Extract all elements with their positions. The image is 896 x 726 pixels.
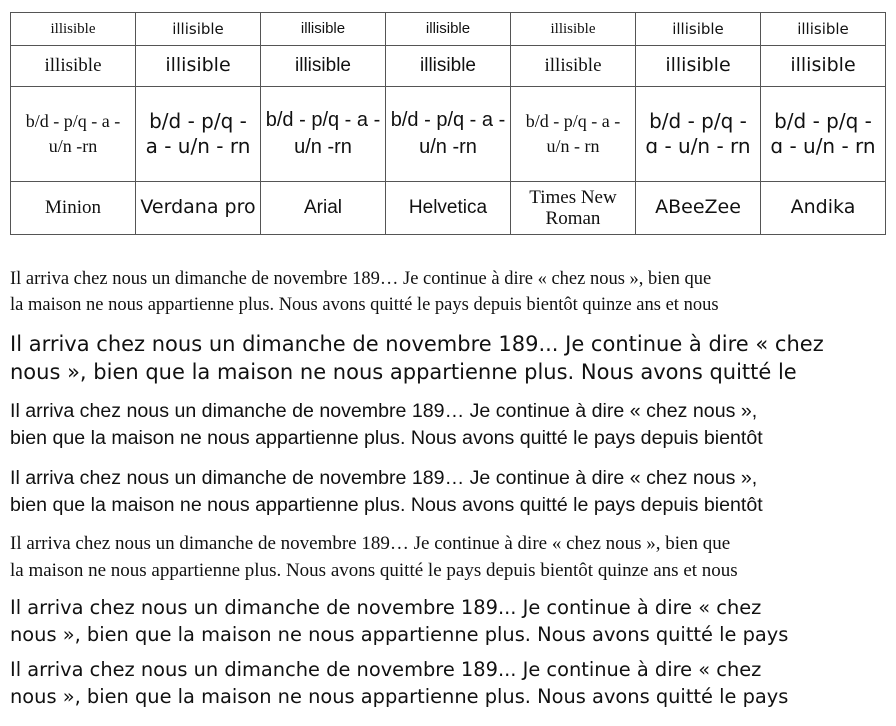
pairs-cell-verdana-pro: b/d - p/q - a - u/n - rn bbox=[136, 87, 261, 182]
sample-line: Il arriva chez nous un dimanche de novembre 189... Je continue à dire « chez bbox=[10, 658, 762, 681]
sample-line: la maison ne nous appartienne plus. Nous avons quitté le pays depuis bientôt quinze ans et nous bbox=[10, 560, 738, 581]
pairs-cell-abeezee: b/d - p/q - ɑ - u/n - rn bbox=[636, 87, 761, 182]
sample-paragraph-arial bbox=[10, 398, 896, 452]
word-cell-minion: illisible bbox=[11, 46, 136, 87]
font-name-andika: Andika bbox=[761, 182, 886, 235]
font-name-helvetica: Helvetica bbox=[386, 182, 511, 235]
font-name-minion: Minion bbox=[11, 182, 136, 235]
sample-line: nous », bien que la maison ne nous appartienne plus. Nous avons quitté le bbox=[10, 360, 797, 384]
pairs-cell-arial: b/d - p/q - a - u/n -rn bbox=[261, 87, 386, 182]
sample-line: Il arriva chez nous un dimanche de novembre 189… Je continue à dire « chez nous », bbox=[10, 467, 758, 489]
sample-line: Il arriva chez nous un dimanche de novembre 189... Je continue à dire « chez bbox=[10, 596, 762, 619]
sample-line: nous », bien que la maison ne nous appartienne plus. Nous avons quitté le pays bbox=[10, 623, 789, 646]
word-cell-arial: illisible bbox=[261, 46, 386, 87]
header-row bbox=[11, 13, 886, 46]
header-cell-arial: illisible bbox=[261, 13, 386, 46]
sample-paragraph-helvetica bbox=[10, 465, 896, 519]
font-name-times-new-roman: Times New Roman bbox=[511, 182, 636, 235]
word-cell-times-new-roman: illisible bbox=[511, 46, 636, 87]
font-comparison-table bbox=[10, 12, 886, 235]
font-name-arial: Arial bbox=[261, 182, 386, 235]
pairs-cell-minion: b/d - p/q - a - u/n -rn bbox=[11, 87, 136, 182]
sample-line: Il arriva chez nous un dimanche de novembre 189... Je continue à dire « chez bbox=[10, 332, 824, 356]
pairs-cell-andika: b/d - p/q - ɑ - u/n - rn bbox=[761, 87, 886, 182]
sample-paragraph-times-new-roman bbox=[10, 530, 896, 584]
sample-line: Il arriva chez nous un dimanche de novembre 189… Je continue à dire « chez nous », bbox=[10, 400, 758, 422]
font-name-row bbox=[11, 182, 886, 235]
pairs-cell-helvetica: b/d - p/q - a - u/n -rn bbox=[386, 87, 511, 182]
font-comparison-sheet bbox=[10, 12, 886, 235]
word-cell-verdana-pro: illisible bbox=[136, 46, 261, 87]
word-row bbox=[11, 46, 886, 87]
font-name-verdana-pro: Verdana pro bbox=[136, 182, 261, 235]
pairs-cell-times-new-roman: b/d - p/q - a - u/n - rn bbox=[511, 87, 636, 182]
header-cell-helvetica: illisible bbox=[386, 13, 511, 46]
word-cell-andika: illisible bbox=[761, 46, 886, 87]
sample-line: la maison ne nous appartienne plus. Nous avons quitté le pays depuis bientôt quinze ans et nous bbox=[10, 295, 719, 315]
font-name-abeezee: ABeeZee bbox=[636, 182, 761, 235]
header-cell-times-new-roman: illisible bbox=[511, 13, 636, 46]
sample-paragraph-minion bbox=[10, 266, 896, 318]
sample-line: nous », bien que la maison ne nous appartienne plus. Nous avons quitté le pays bbox=[10, 685, 789, 708]
sample-line: Il arriva chez nous un dimanche de novembre 189… Je continue à dire « chez nous », bien que bbox=[10, 269, 712, 289]
sample-paragraph-abeezee bbox=[10, 594, 896, 648]
sample-paragraph-andika bbox=[10, 656, 896, 710]
header-cell-minion: illisible bbox=[11, 13, 136, 46]
sample-paragraph-verdana-pro bbox=[10, 330, 896, 386]
letter-pairs-row bbox=[11, 87, 886, 182]
sample-line: Il arriva chez nous un dimanche de novembre 189… Je continue à dire « chez nous », bien que bbox=[10, 533, 731, 554]
word-cell-abeezee: illisible bbox=[636, 46, 761, 87]
sample-line: bien que la maison ne nous appartienne plus. Nous avons quitté le pays depuis bientôt bbox=[10, 427, 763, 449]
header-cell-andika: illisible bbox=[761, 13, 886, 46]
sample-line: bien que la maison ne nous appartienne plus. Nous avons quitté le pays depuis bientôt bbox=[10, 494, 763, 516]
header-cell-abeezee: illisible bbox=[636, 13, 761, 46]
header-cell-verdana-pro: illisible bbox=[136, 13, 261, 46]
word-cell-helvetica: illisible bbox=[386, 46, 511, 87]
